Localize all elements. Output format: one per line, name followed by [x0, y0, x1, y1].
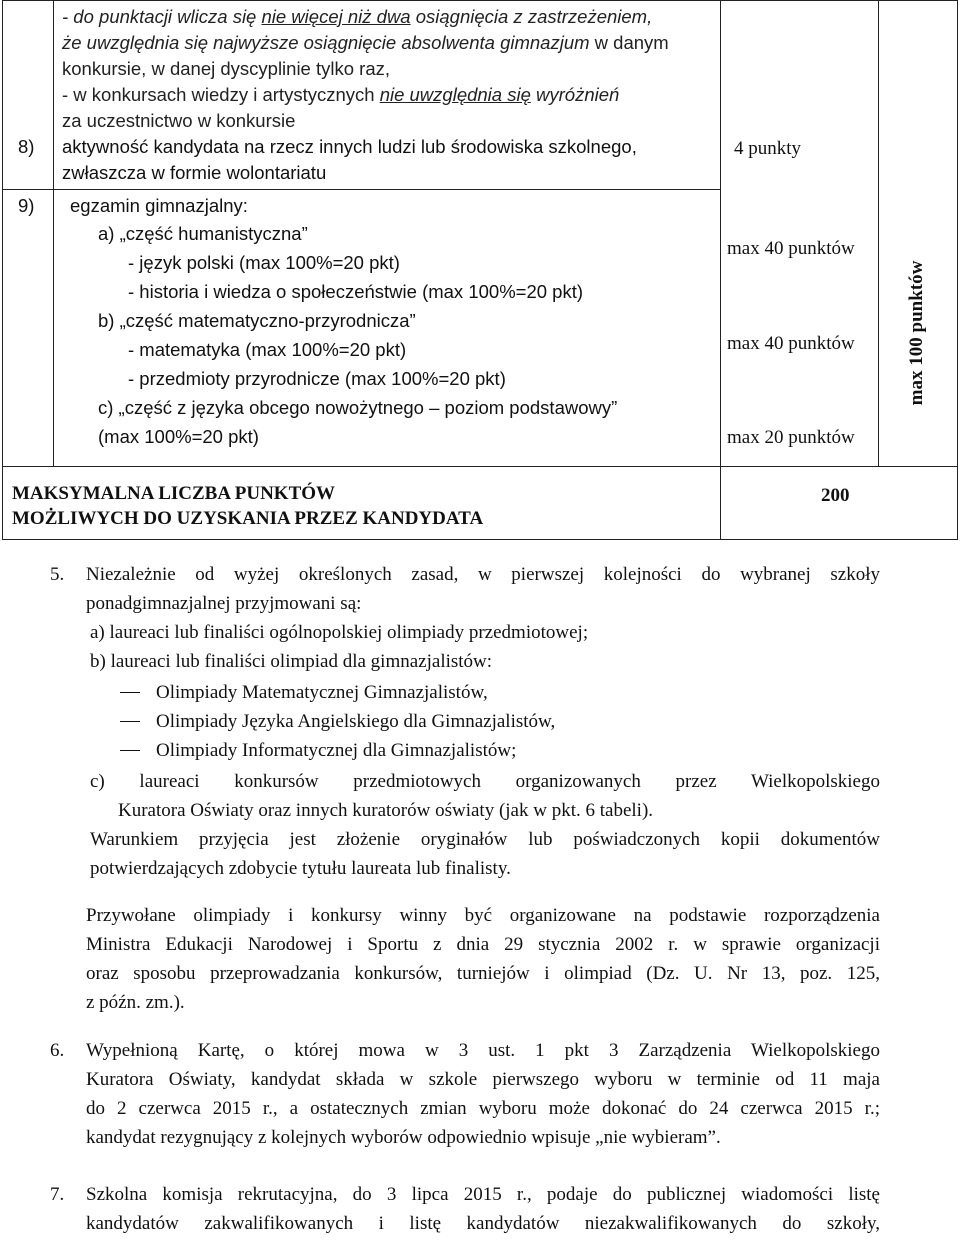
- row8-points: 4 punkty: [734, 138, 802, 159]
- row7-line: [62, 30, 669, 56]
- row7-text-run: - w konkursach wiedzy i artystycznych: [62, 84, 380, 105]
- row8-number: 8): [18, 136, 35, 157]
- section-5-reference-line4: z późn. zm.).: [86, 992, 185, 1013]
- row7-text-run: punktacji wlicza się: [99, 6, 262, 27]
- section-5-item-a: a) laureaci lub finaliści ogólnopolskiej olimpiady przedmiotowej;: [90, 622, 589, 643]
- olympiad-item: Olimpiady Informatycznej dla Gimnazjalistów;: [120, 740, 516, 762]
- table-line: [53, 0, 54, 466]
- row9-c-label: c) „część z języka obcego nowożytnego – poziom podstawowy”: [98, 397, 618, 418]
- row7-line: [62, 82, 669, 108]
- row7-text-run: za uczestnictwo w konkursie: [62, 110, 296, 131]
- section-6-line1: Wypełnioną Kartę, o której mowa w 3 ust. 1 pkt 3 Zarządzenia Wielkopolskiego: [86, 1040, 880, 1061]
- section-6-number: 6.: [50, 1040, 65, 1061]
- max-points-label-line2: MOŻLIWYCH DO UZYSKANIA PRZEZ KANDYDATA: [12, 508, 484, 529]
- side-total-points: max 100 punktów: [906, 260, 927, 406]
- dash-bullet-icon: [120, 750, 140, 752]
- section-5-intro-line1: Niezależnie od wyżej określonych zasad, w pierwszej kolejności do wybranej szkoły: [86, 564, 880, 585]
- row7-text-run: w danym: [589, 32, 669, 53]
- row9-points-a: max 40 punktów: [727, 238, 855, 259]
- table-line: [2, 0, 958, 1]
- section-5-condition-line1: Warunkiem przyjęcia jest złożenie oryginałów lub poświadczonych kopii dokumentów: [90, 829, 880, 850]
- row8-line2: zwłaszcza w formie wolontariatu: [62, 162, 327, 183]
- table-line: [957, 0, 958, 540]
- section-6-line2: Kuratora Oświaty, kandydat składa w szkole pierwszego wyboru w terminie od 11 maja: [86, 1069, 880, 1090]
- dash-bullet-icon: [120, 721, 140, 723]
- row8-line1: aktywność kandydata na rzecz innych ludzi lub środowiska szkolnego,: [62, 136, 637, 157]
- max-points-value: 200: [821, 485, 850, 506]
- row9-a-item-1: - język polski (max 100%=20 pkt): [128, 252, 400, 273]
- row7-line: [62, 56, 669, 82]
- table-line: [2, 466, 958, 467]
- row7-text-run: - do: [62, 6, 100, 27]
- table-line: [2, 539, 958, 540]
- table-line: [720, 0, 721, 540]
- section-5-number: 5.: [50, 564, 65, 585]
- row7-line: [62, 108, 669, 134]
- row7-text-run: osiągnięcia z zastrzeżeniem,: [410, 6, 653, 27]
- row9-number: 9): [18, 195, 35, 216]
- table-line: [2, 189, 720, 190]
- olympiad-item: Olimpiady Matematycznej Gimnazjalistów,: [120, 682, 488, 704]
- row9-b-label: b) „część matematyczno-przyrodnicza”: [98, 310, 416, 331]
- row7-text-run: nie więcej niż dwa: [261, 6, 411, 27]
- row9-points-b: max 40 punktów: [727, 333, 855, 354]
- row9-b-item-2: - przedmioty przyrodnicze (max 100%=20 pkt): [128, 368, 506, 389]
- section-5-intro-line2: ponadgimnazjalnej przyjmowani są:: [86, 593, 362, 614]
- row7-line: [62, 4, 669, 30]
- section-5-reference-line1: Przywołane olimpiady i konkursy winny być organizowane na podstawie rozporządzenia: [86, 905, 880, 926]
- row9-title: egzamin gimnazjalny:: [70, 195, 248, 216]
- section-5-item-c-line1: c) laureaci konkursów przedmiotowych organizowanych przez Wielkopolskiego: [90, 771, 880, 792]
- row9-a-label: a) „część humanistyczna”: [98, 223, 308, 244]
- section-6-line4: kandydat rezygnujący z kolejnych wyborów odpowiednio wpisuje „nie wybieram”.: [86, 1127, 721, 1148]
- olympiad-item: Olimpiady Języka Angielskiego dla Gimnazjalistów,: [120, 711, 555, 733]
- row9-points-c: max 20 punktów: [727, 427, 855, 448]
- row7-text: [62, 4, 669, 134]
- section-5-item-c-line2: Kuratora Oświaty oraz innych kuratorów oświaty (jak w pkt. 6 tabeli).: [118, 800, 654, 821]
- dash-bullet-icon: [120, 692, 140, 694]
- table-line: [878, 0, 879, 466]
- max-points-label-line1: MAKSYMALNA LICZBA PUNKTÓW: [12, 483, 336, 504]
- section-5-reference-line2: Ministra Edukacji Narodowej i Sportu z dnia 29 stycznia 2002 r. w sprawie organizacji: [86, 934, 880, 955]
- row9-a-item-2: - historia i wiedza o społeczeństwie (max 100%=20 pkt): [128, 281, 584, 302]
- section-5-condition-line2: potwierdzających zdobycie tytułu laureata lub finalisty.: [90, 858, 511, 879]
- section-7-line2: kandydatów zakwalifikowanych i listę kandydatów niezakwalifikowanych do szkoły,: [86, 1213, 880, 1234]
- row9-c-extra: (max 100%=20 pkt): [98, 426, 259, 447]
- section-5-reference-line3: oraz sposobu przeprowadzania konkursów, turniejów i olimpiad (Dz. U. Nr 13, poz. 125,: [86, 963, 880, 984]
- row9-b-item-1: - matematyka (max 100%=20 pkt): [128, 339, 407, 360]
- section-7-number: 7.: [50, 1184, 65, 1205]
- row7-text-run: konkursie, w danej dyscyplinie tylko raz,: [62, 58, 391, 79]
- section-6-line3: do 2 czerwca 2015 r., a ostatecznych zmian wyboru może dokonać do 24 czerwca 2015 r.;: [86, 1098, 880, 1119]
- row7-text-run: że uwzględnia się najwyższe osiągnięcie absolwenta gimnazjum: [62, 32, 590, 53]
- section-5-item-b: b) laureaci lub finaliści olimpiad dla gimnazjalistów:: [90, 651, 493, 672]
- row7-text-run: nie uwzględnia się: [379, 84, 531, 105]
- row7-text-run: wyróżnień: [530, 84, 620, 105]
- table-line: [2, 0, 3, 540]
- section-7-line1: Szkolna komisja rekrutacyjna, do 3 lipca 2015 r., podaje do publicznej wiadomości listę: [86, 1184, 880, 1205]
